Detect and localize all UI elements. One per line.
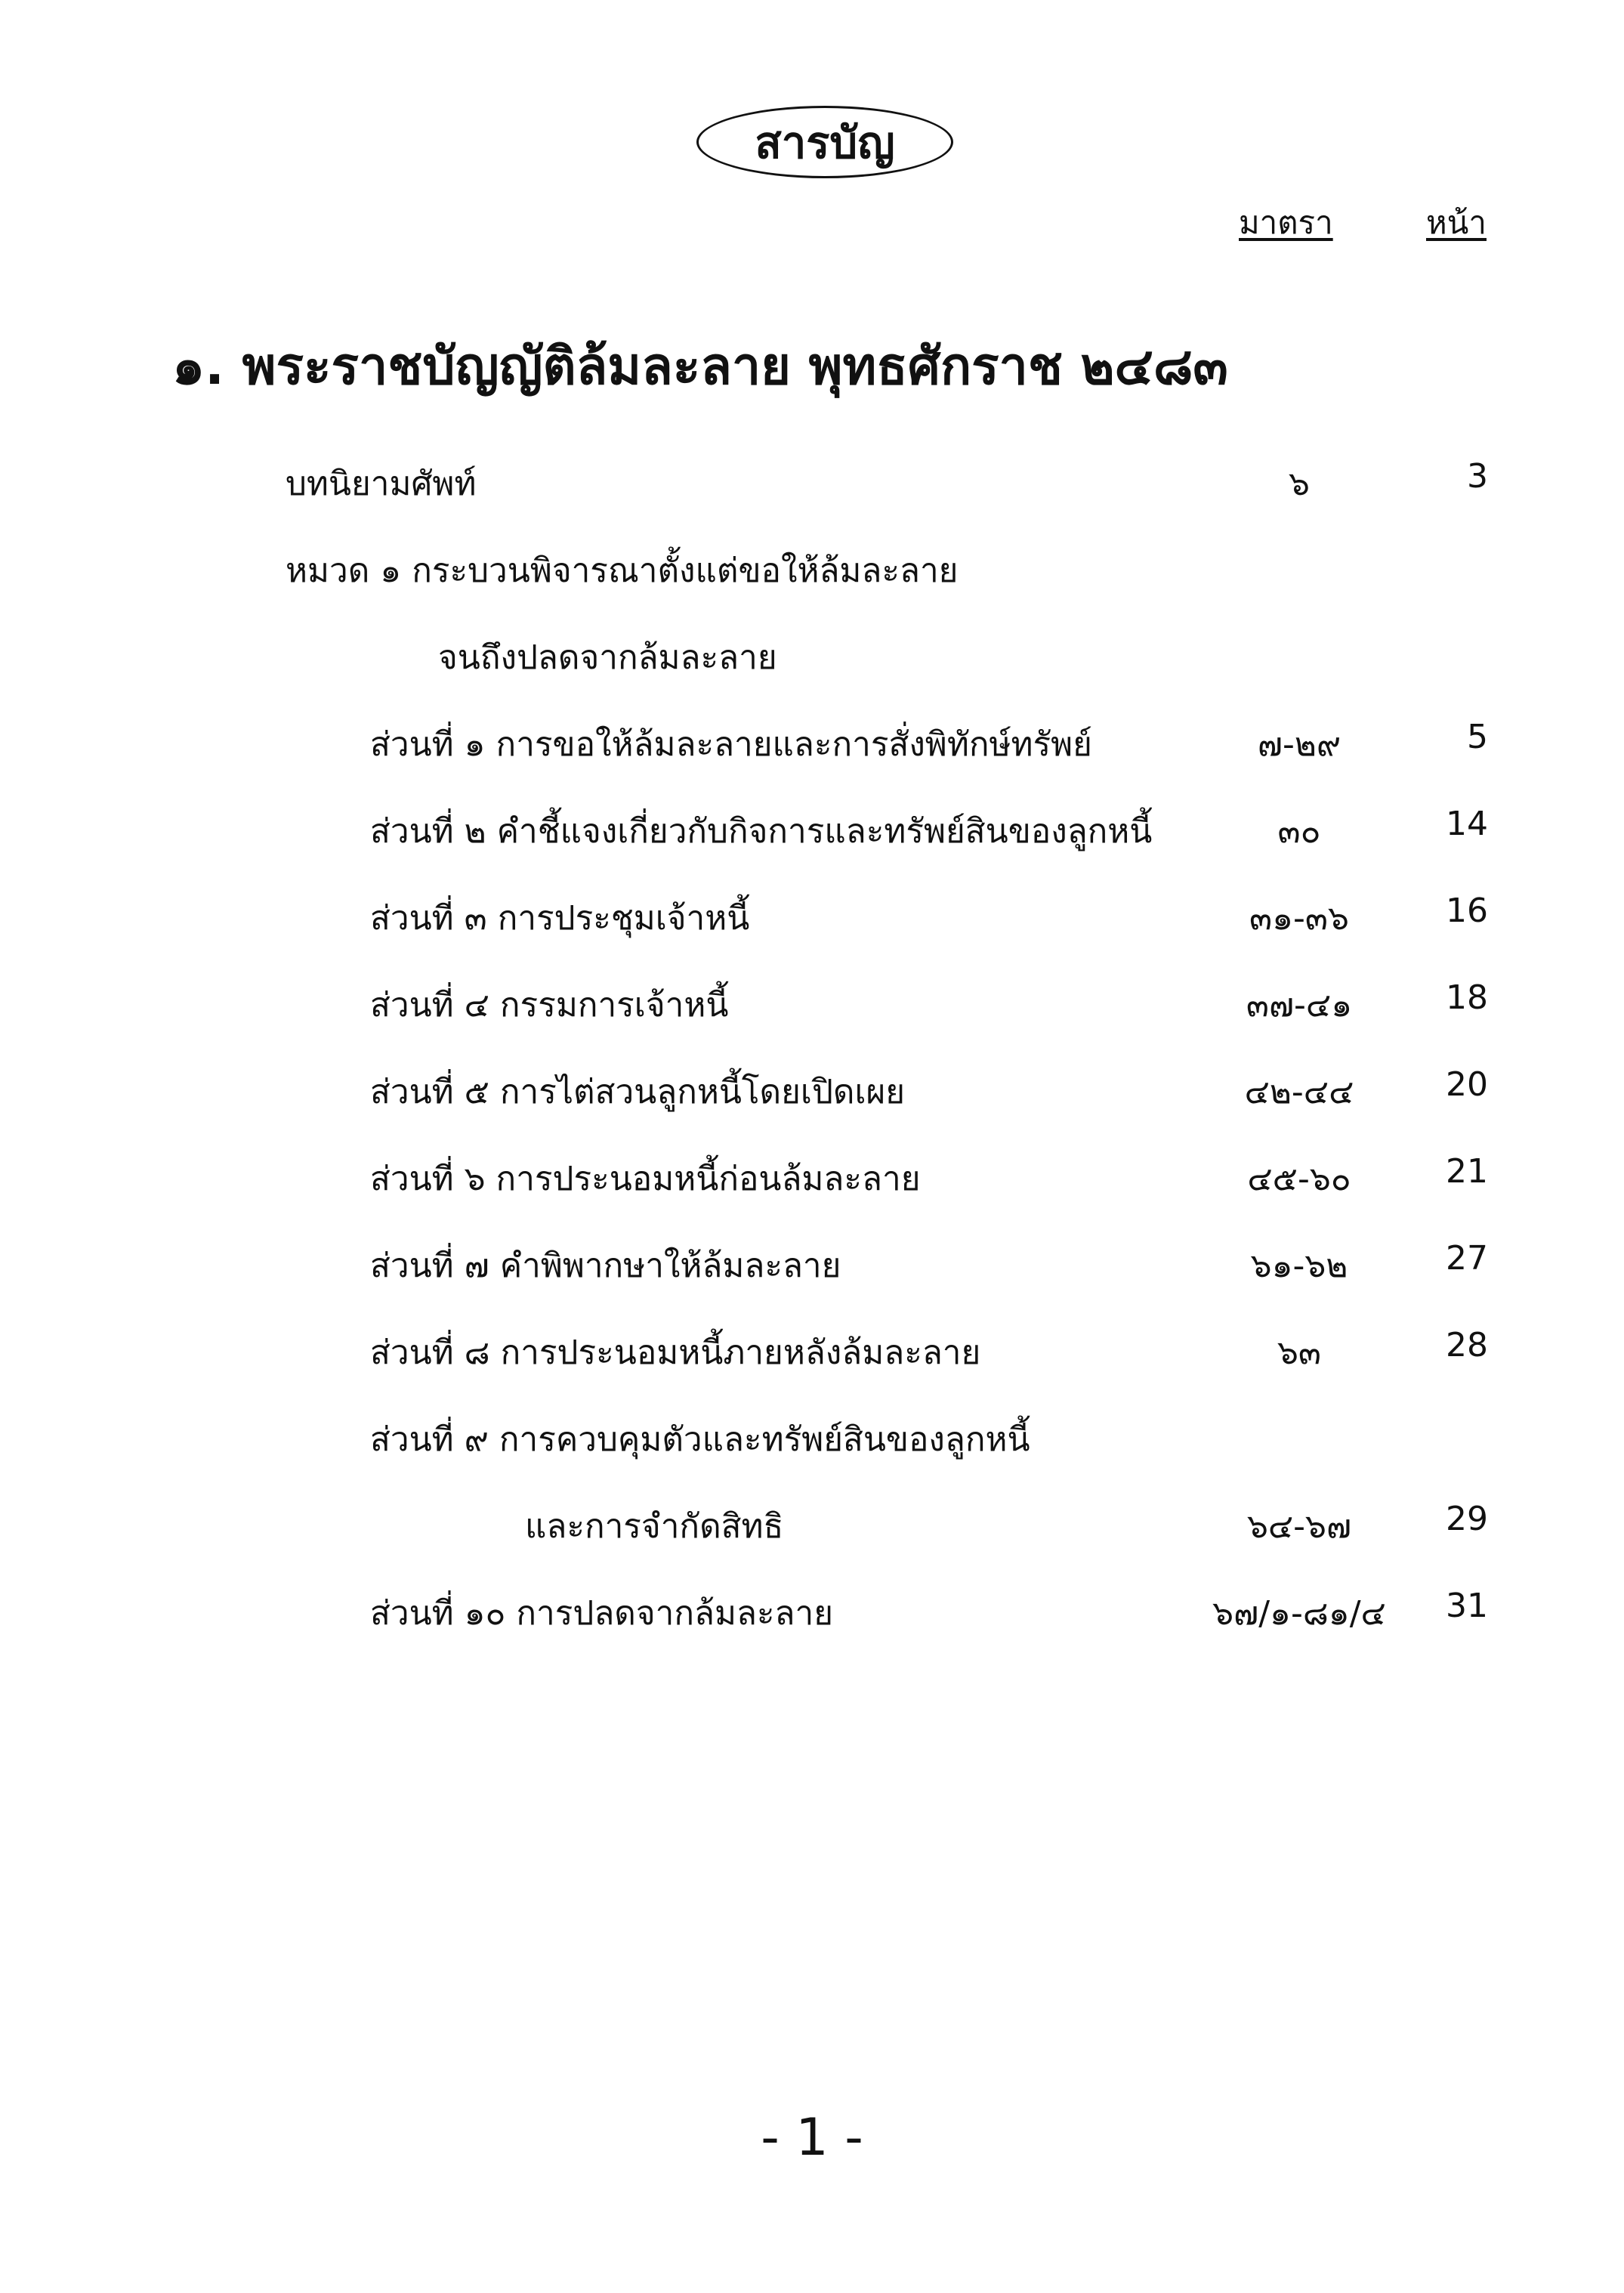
toc-page: 18 [1446,978,1488,1017]
chapter-heading: ๑. พระราชบัญญัติล้มละลาย พุทธศักราช ๒๔๘๓ [172,337,1228,397]
toc-label: ส่วนที่ ๗ คำพิพากษาให้ล้มละลาย [370,1247,841,1285]
column-header-page: หน้า [1426,204,1487,241]
toc-row [0,544,1624,597]
toc-section: ๖ [1289,465,1310,503]
toc-label: จนถึงปลดจากล้มละลาย [438,638,777,677]
toc-row [0,1587,1624,1639]
toc-section: ๓๗-๔๑ [1246,986,1353,1024]
page-title: สารบัญ [755,116,895,168]
toc-label: ส่วนที่ ๑ การขอให้ล้มละลายและการสั่งพิทักษ์ทรัพย์ [370,725,1092,764]
toc-section: ๔๕-๖๐ [1247,1160,1351,1198]
toc-row [0,805,1624,858]
toc-label: บทนิยามศัพท์ [286,465,477,503]
page-number: - 1 - [761,2108,863,2168]
toc-section: ๔๒-๔๔ [1244,1073,1354,1111]
toc-row [0,718,1624,771]
column-header-section: มาตรา [1239,204,1333,241]
toc-label: ส่วนที่ ๔ กรรมการเจ้าหนี้ [370,986,729,1024]
toc-row [0,978,1624,1031]
toc-section: ๗-๒๙ [1257,725,1341,764]
toc-row [0,1500,1624,1553]
toc-section: ๖๔-๖๗ [1246,1507,1352,1546]
toc-section: ๖๑-๖๒ [1250,1247,1348,1285]
toc-page: 3 [1467,457,1488,496]
toc-row [0,1239,1624,1292]
toc-label: ส่วนที่ ๒ คำชี้แจงเกี่ยวกับกิจการและทรัพย์สินของลูกหนี้ [370,812,1153,851]
toc-label: หมวด ๑ กระบวนพิจารณาตั้งแต่ขอให้ล้มละลาย [286,552,959,590]
toc-row [0,1413,1624,1466]
toc-section: ๓๐ [1277,812,1321,851]
toc-section: ๖๗/๑-๘๑/๔ [1212,1594,1386,1633]
toc-label: และการจำกัดสิทธิ [525,1507,784,1546]
toc-label: ส่วนที่ ๙ การควบคุมตัวและทรัพย์สินของลูกหนี้ [370,1420,1030,1459]
toc-label: ส่วนที่ ๓ การประชุมเจ้าหนี้ [370,899,750,938]
toc-section: ๖๓ [1277,1333,1321,1372]
toc-row [0,1152,1624,1205]
toc-page: 29 [1446,1500,1488,1538]
toc-page: 28 [1446,1326,1488,1364]
toc-label: ส่วนที่ ๘ การประนอมหนี้ภายหลังล้มละลาย [370,1333,981,1372]
toc-page: 20 [1446,1065,1488,1104]
toc-page: 5 [1467,718,1488,756]
toc-row [0,1326,1624,1379]
toc-label: ส่วนที่ ๑๐ การปลดจากล้มละลาย [370,1594,833,1633]
toc-page: 16 [1446,892,1488,930]
toc-label: ส่วนที่ ๕ การไต่สวนลูกหนี้โดยเปิดเผย [370,1073,906,1111]
toc-page: 31 [1446,1587,1488,1625]
toc-row [0,1065,1624,1118]
toc-row [0,631,1624,684]
toc-page: 14 [1446,805,1488,843]
toc-page: 21 [1446,1152,1488,1191]
toc-section: ๓๑-๓๖ [1249,899,1349,938]
toc-label: ส่วนที่ ๖ การประนอมหนี้ก่อนล้มละลาย [370,1160,921,1198]
toc-row [0,457,1624,510]
toc-page: 27 [1446,1239,1488,1278]
toc-row [0,892,1624,944]
